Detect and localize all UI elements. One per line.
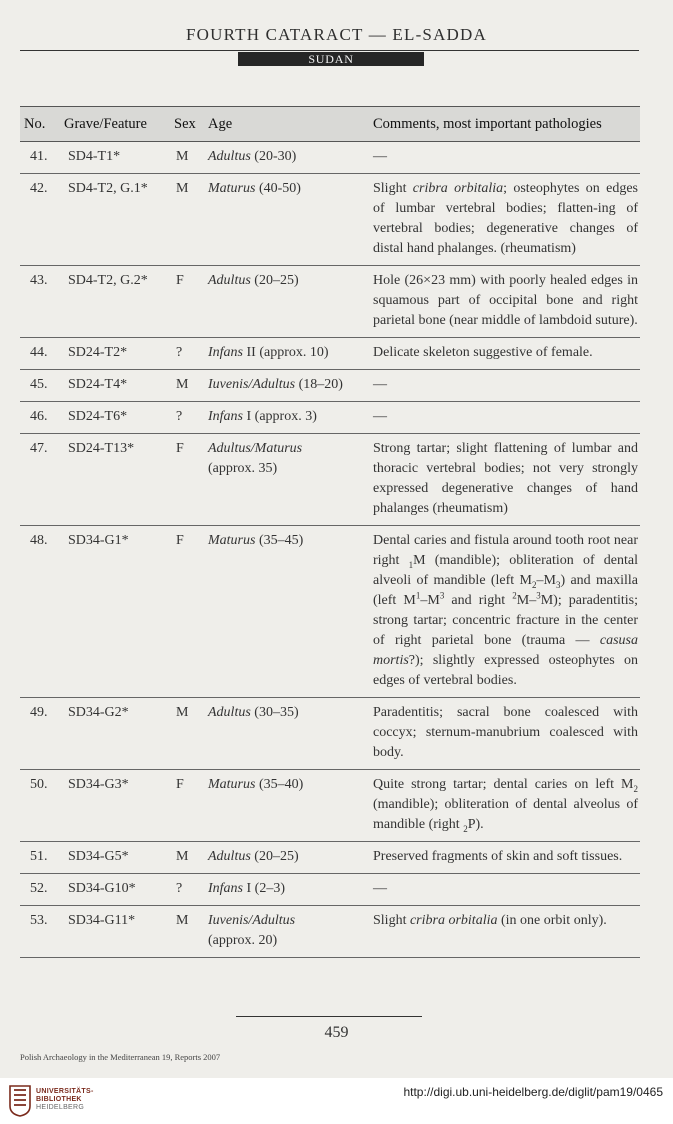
cell-no: 43. [20,266,60,338]
table-row [20,174,640,266]
cell-age: Adultus (30–35) [202,698,367,770]
cell-no: 41. [20,142,60,174]
cell-no: 53. [20,906,60,958]
column-header-grave: Grave/Feature [60,107,168,142]
cell-grave-feature: SD34-G11* [60,906,168,958]
cell-age: Adultus/Maturus (approx. 35) [202,434,367,526]
cell-sex: M [168,142,202,174]
cell-comments: Strong tartar; slight flattening of lumbar and thoracic vertebral bodies; not very strongly expressed degenerative changes of hand phalanges (rheumatism) [367,434,640,526]
running-title: FOURTH CATARACT — EL-SADDA [186,25,487,44]
cell-age: Adultus (20–25) [202,842,367,874]
cell-sex: ? [168,338,202,370]
table-row [20,698,640,770]
table-row [20,370,640,402]
column-header-comments: Comments, most important pathologies [367,107,640,142]
table-row [20,142,640,174]
cell-no: 49. [20,698,60,770]
cell-grave-feature: SD4-T1* [60,142,168,174]
cell-no: 51. [20,842,60,874]
table-row [20,526,640,698]
library-name-line: BIBLIOTHEK [36,1096,82,1103]
cell-comments: — [367,370,640,402]
cell-sex: M [168,906,202,958]
cell-sex: M [168,698,202,770]
series-citation: Polish Archaeology in the Mediterranean 19, Reports 2007 [20,1052,221,1062]
cell-grave-feature: SD34-G2* [60,698,168,770]
cell-sex: F [168,526,202,698]
cell-comments: Dental caries and fistula around tooth root near right $_1$M (mandible); obliteration of dental alveoli of mandible (left $M_2-M_3$) and maxilla (left $M^1-M^3$ and right $^2$M–$^3$M); paradentitis; strong tartar; concentric fracture in the center of right parietal bone (trauma — casusa mortis?); slightly expressed osteophytes on edges of vertebral bodies. [367,526,640,698]
cell-comments: Hole (26×23 mm) with poorly healed edges in squamous part of occipital bone and right parietal bone (near middle of lambdoid suture). [367,266,640,338]
column-header-no: No. [20,107,60,142]
cell-no: 46. [20,402,60,434]
cell-grave-feature: SD34-G5* [60,842,168,874]
cell-no: 52. [20,874,60,906]
cell-grave-feature: SD34-G10* [60,874,168,906]
footer-rule [236,1016,422,1017]
library-name [36,1088,94,1112]
cell-comments: — [367,874,640,906]
cell-comments: Slight cribra orbitalia (in one orbit only). [367,906,640,958]
cell-sex: M [168,842,202,874]
table-row [20,842,640,874]
cell-grave-feature: SD24-T2* [60,338,168,370]
cell-no: 45. [20,370,60,402]
cell-comments: Delicate skeleton suggestive of female. [367,338,640,370]
cell-sex: F [168,434,202,526]
cell-age: Adultus (20-30) [202,142,367,174]
source-url-link[interactable]: http://digi.ub.uni-heidelberg.de/diglit/pam19/0465 [403,1085,663,1099]
cell-grave-feature: SD34-G1* [60,526,168,698]
cell-age: Adultus (20–25) [202,266,367,338]
cell-age: Infans I (2–3) [202,874,367,906]
cell-age: Iuvenis/Adultus (approx. 20) [202,906,367,958]
table-row [20,338,640,370]
cell-sex: ? [168,874,202,906]
title-rule [20,50,639,51]
cell-sex: F [168,770,202,842]
cell-age: Maturus (35–40) [202,770,367,842]
table-row [20,770,640,842]
digitization-footer [0,1078,673,1124]
cell-grave-feature: SD24-T4* [60,370,168,402]
table-row [20,434,640,526]
cell-age: Maturus (40-50) [202,174,367,266]
cell-age: Iuvenis/Adultus (18–20) [202,370,367,402]
cell-age: Infans II (approx. 10) [202,338,367,370]
cell-grave-feature: SD24-T6* [60,402,168,434]
cell-sex: M [168,370,202,402]
cell-no: 48. [20,526,60,698]
cell-no: 47. [20,434,60,526]
cell-comments: Preserved fragments of skin and soft tissues. [367,842,640,874]
cell-no: 44. [20,338,60,370]
cell-grave-feature: SD4-T2, G.1* [60,174,168,266]
library-name-line: HEIDELBERG [36,1104,85,1111]
cell-comments: Slight cribra orbitalia; osteophytes on edges of lumbar vertebral bodies; flatten-ing of vertebral bodies; degenerative changes of distal hand phalanges. (rheumatism) [367,174,640,266]
cell-grave-feature: SD24-T13* [60,434,168,526]
column-header-age: Age [202,107,367,142]
table-row [20,874,640,906]
library-logo-icon [8,1084,32,1118]
cell-sex: M [168,174,202,266]
table-row [20,402,640,434]
cell-age: Infans I (approx. 3) [202,402,367,434]
cell-sex: F [168,266,202,338]
cell-grave-feature: SD4-T2, G.2* [60,266,168,338]
cell-comments: Quite strong tartar; dental caries on left $M_2$ (mandible); obliteration of dental alveolus of mandible (right $_2$P). [367,770,640,842]
cell-grave-feature: SD34-G3* [60,770,168,842]
table-header-row [20,107,640,142]
cell-no: 50. [20,770,60,842]
pathology-table [20,106,640,958]
page-number: 459 [324,1024,349,1041]
cell-age: Maturus (35–45) [202,526,367,698]
cell-comments: — [367,142,640,174]
cell-comments: Paradentitis; sacral bone coalesced with coccyx; sternum-manubrium coalesced with body. [367,698,640,770]
cell-no: 42. [20,174,60,266]
country-band: SUDAN [238,52,424,66]
cell-comments: — [367,402,640,434]
column-header-sex: Sex [168,107,202,142]
cell-sex: ? [168,402,202,434]
table-row [20,906,640,958]
library-name-line: UNIVERSITÄTS- [36,1088,94,1095]
table-body [20,142,640,958]
table-row [20,266,640,338]
